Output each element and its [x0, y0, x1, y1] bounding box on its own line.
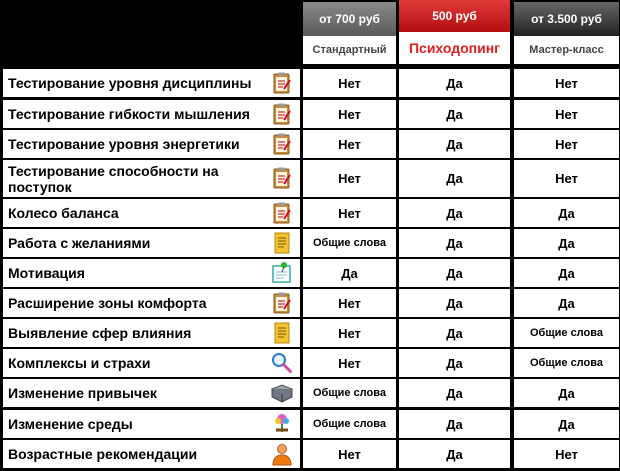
feature-label: Мотивация	[8, 265, 85, 281]
value-cell: Нет	[303, 100, 396, 128]
feature-label: Возрастные рекомендации	[8, 446, 198, 462]
plan-psychodoping-header	[399, 0, 510, 64]
value-cell: Нет	[514, 69, 619, 97]
value-cell: Да	[514, 259, 619, 287]
table-row	[0, 379, 620, 407]
value-cell: Да	[514, 229, 619, 257]
feature-cell	[3, 160, 300, 197]
value-cell: Да	[399, 289, 510, 317]
feature-label: Изменение привычек	[8, 385, 157, 401]
value-cell: Да	[514, 410, 619, 438]
value-cell: Нет	[303, 319, 396, 347]
value-cell: Общие слова	[303, 410, 396, 438]
feature-cell	[3, 410, 300, 438]
value-cell: Нет	[514, 160, 619, 197]
feature-label: Колесо баланса	[8, 205, 119, 221]
table-row	[0, 410, 620, 438]
notes-icon	[270, 321, 294, 345]
feature-cell	[3, 229, 300, 257]
table-row	[0, 440, 620, 468]
table-row	[0, 69, 620, 97]
feature-cell	[3, 130, 300, 158]
feature-label: Тестирование уровня энергетики	[8, 136, 240, 152]
value-cell: Да	[514, 379, 619, 407]
plan-standard-header	[303, 2, 396, 64]
value-cell: Да	[399, 410, 510, 438]
plan-masterclass-header	[514, 2, 619, 64]
value-cell: Общие слова	[303, 379, 396, 407]
value-cell: Нет	[514, 130, 619, 158]
value-cell: Нет	[514, 440, 619, 468]
table-row	[0, 130, 620, 158]
table-row	[0, 160, 620, 195]
plan-name: Мастер-класс	[514, 36, 619, 64]
value-cell: Общие слова	[514, 319, 619, 347]
value-cell: Да	[399, 130, 510, 158]
value-cell: Нет	[303, 289, 396, 317]
feature-label: Тестирование способности на поступок	[8, 162, 219, 195]
pushpin-note-icon	[270, 261, 294, 285]
value-cell: Да	[514, 289, 619, 317]
clipboard-icon	[270, 71, 294, 95]
table-row	[0, 319, 620, 347]
book-icon	[270, 381, 294, 405]
plan-price: 500 руб	[399, 0, 510, 32]
feature-cell	[3, 289, 300, 317]
value-cell: Нет	[303, 130, 396, 158]
table-row	[0, 349, 620, 377]
person-icon	[270, 442, 294, 466]
value-cell: Да	[399, 349, 510, 377]
plan-price: от 700 руб	[303, 2, 396, 36]
feature-cell	[3, 259, 300, 287]
value-cell: Общие слова	[303, 229, 396, 257]
value-cell: Да	[399, 229, 510, 257]
clipboard-icon	[270, 201, 294, 225]
feature-cell	[3, 349, 300, 377]
plan-name: Психодопинг	[399, 32, 510, 64]
notes-icon	[270, 231, 294, 255]
magnifier-icon	[270, 351, 294, 375]
value-cell: Да	[303, 259, 396, 287]
value-cell: Да	[399, 69, 510, 97]
value-cell: Нет	[303, 440, 396, 468]
feature-label: Расширение зоны комфорта	[8, 295, 207, 311]
feature-label: Работа с желаниями	[8, 235, 151, 251]
feature-cell	[3, 440, 300, 468]
feature-cell	[3, 69, 300, 97]
tools-icon	[270, 412, 294, 436]
value-cell: Нет	[303, 349, 396, 377]
plan-price: от 3.500 руб	[514, 2, 619, 36]
value-cell: Да	[399, 100, 510, 128]
value-cell: Да	[399, 199, 510, 227]
table-row	[0, 100, 620, 128]
feature-label: Выявление сфер влияния	[8, 325, 192, 341]
value-cell: Нет	[303, 160, 396, 197]
value-cell: Нет	[303, 199, 396, 227]
feature-label: Тестирование гибкости мышления	[8, 106, 250, 122]
clipboard-icon	[270, 102, 294, 126]
value-cell: Да	[399, 259, 510, 287]
value-cell: Да	[399, 440, 510, 468]
feature-cell	[3, 100, 300, 128]
table-row	[0, 259, 620, 287]
feature-cell	[3, 319, 300, 347]
value-cell: Да	[514, 199, 619, 227]
clipboard-icon	[270, 132, 294, 156]
table-row	[0, 229, 620, 257]
feature-label: Комплексы и страхи	[8, 355, 151, 371]
value-cell: Да	[399, 379, 510, 407]
value-cell: Нет	[514, 100, 619, 128]
value-cell: Нет	[303, 69, 396, 97]
plan-name: Стандартный	[303, 36, 396, 64]
table-row	[0, 199, 620, 227]
clipboard-icon	[270, 166, 294, 190]
feature-label: Изменение среды	[8, 416, 133, 432]
clipboard-icon	[270, 291, 294, 315]
feature-cell	[3, 379, 300, 407]
value-cell: Да	[399, 319, 510, 347]
value-cell: Общие слова	[514, 349, 619, 377]
feature-label: Тестирование уровня дисциплины	[8, 75, 252, 91]
table-row	[0, 289, 620, 317]
value-cell: Да	[399, 160, 510, 197]
feature-cell	[3, 199, 300, 227]
